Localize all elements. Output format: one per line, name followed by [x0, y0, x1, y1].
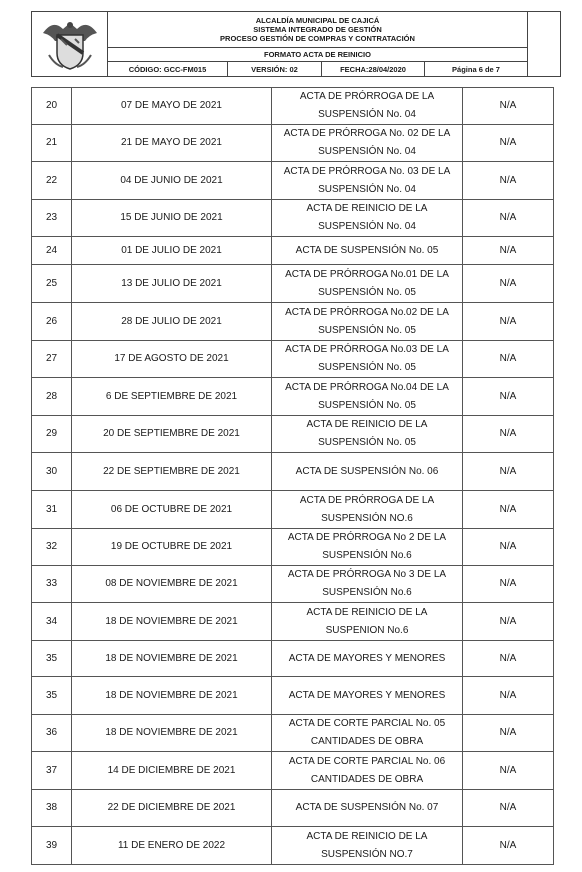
- cell-desc: ACTA DE REINICIO DE LA SUSPENSIÓN NO.7: [272, 827, 463, 865]
- header-line2: SISTEMA INTEGRADO DE GESTIÓN: [253, 25, 382, 34]
- cell-no: 35: [32, 677, 72, 715]
- cell-date: 14 DE DICIEMBRE DE 2021: [72, 752, 272, 790]
- cell-date: 04 DE JUNIO DE 2021: [72, 162, 272, 200]
- cell-desc: ACTA DE REINICIO DE LA SUSPENION No.6: [272, 603, 463, 641]
- cell-desc: ACTA DE PRÓRROGA No 2 DE LA SUSPENSIÓN No.6: [272, 529, 463, 566]
- cell-desc: ACTA DE PRÓRROGA No.01 DE LA SUSPENSIÓN No. 05: [272, 265, 463, 303]
- cell-obs: N/A: [463, 641, 554, 677]
- table-row: [32, 752, 554, 790]
- cell-obs: N/A: [463, 303, 554, 341]
- cell-no: 26: [32, 303, 72, 341]
- cell-date: 19 DE OCTUBRE DE 2021: [72, 529, 272, 566]
- cell-desc: ACTA DE MAYORES Y MENORES: [272, 677, 463, 715]
- table-row: [32, 529, 554, 566]
- cell-obs: N/A: [463, 603, 554, 641]
- cell-obs: N/A: [463, 416, 554, 453]
- cell-obs: N/A: [463, 88, 554, 125]
- table-row: [32, 603, 554, 641]
- cell-date: 11 DE ENERO DE 2022: [72, 827, 272, 865]
- cell-desc: ACTA DE SUSPENSIÓN No. 06: [272, 453, 463, 491]
- cell-obs: N/A: [463, 677, 554, 715]
- table-row: [32, 200, 554, 237]
- cell-desc: ACTA DE REINICIO DE LA SUSPENSIÓN No. 05: [272, 416, 463, 453]
- cell-obs: N/A: [463, 162, 554, 200]
- cell-desc: ACTA DE SUSPENSIÓN No. 05: [272, 237, 463, 265]
- cell-no: 31: [32, 491, 72, 529]
- cell-no: 29: [32, 416, 72, 453]
- cell-obs: N/A: [463, 790, 554, 827]
- table-row: [32, 341, 554, 378]
- cell-obs: N/A: [463, 715, 554, 752]
- doc-version: VERSIÓN: 02: [228, 62, 322, 76]
- cell-no: 20: [32, 88, 72, 125]
- cell-no: 37: [32, 752, 72, 790]
- cell-date: 13 DE JULIO DE 2021: [72, 265, 272, 303]
- cell-obs: N/A: [463, 125, 554, 162]
- table-row: [32, 790, 554, 827]
- cell-no: 24: [32, 237, 72, 265]
- header-line3: PROCESO GESTIÓN DE COMPRAS Y CONTRATACIÓN: [220, 34, 415, 43]
- table-row: [32, 827, 554, 865]
- cell-no: 23: [32, 200, 72, 237]
- cell-no: 22: [32, 162, 72, 200]
- cell-obs: N/A: [463, 491, 554, 529]
- cell-date: 28 DE JULIO DE 2021: [72, 303, 272, 341]
- coat-of-arms-icon: [39, 15, 101, 73]
- cell-no: 34: [32, 603, 72, 641]
- cell-date: 20 DE SEPTIEMBRE DE 2021: [72, 416, 272, 453]
- header-line1: ALCALDÍA MUNICIPAL DE CAJICÁ: [255, 16, 380, 25]
- cell-desc: ACTA DE MAYORES Y MENORES: [272, 641, 463, 677]
- cell-desc: ACTA DE CORTE PARCIAL No. 06 CANTIDADES DE OBRA: [272, 752, 463, 790]
- cell-no: 27: [32, 341, 72, 378]
- cell-no: 36: [32, 715, 72, 752]
- cell-date: 22 DE DICIEMBRE DE 2021: [72, 790, 272, 827]
- cell-no: 39: [32, 827, 72, 865]
- cell-no: 21: [32, 125, 72, 162]
- cell-date: 21 DE MAYO DE 2021: [72, 125, 272, 162]
- cell-desc: ACTA DE SUSPENSIÓN No. 07: [272, 790, 463, 827]
- cell-obs: N/A: [463, 341, 554, 378]
- cell-obs: N/A: [463, 752, 554, 790]
- cell-obs: N/A: [463, 378, 554, 416]
- cell-date: 08 DE NOVIEMBRE DE 2021: [72, 566, 272, 603]
- cell-desc: ACTA DE CORTE PARCIAL No. 05 CANTIDADES DE OBRA: [272, 715, 463, 752]
- table-row: [32, 491, 554, 529]
- table-row: [32, 715, 554, 752]
- cell-date: 18 DE NOVIEMBRE DE 2021: [72, 677, 272, 715]
- table-row: [32, 125, 554, 162]
- header-meta-row: [108, 62, 527, 76]
- cell-obs: N/A: [463, 237, 554, 265]
- cell-obs: N/A: [463, 453, 554, 491]
- cell-date: 22 DE SEPTIEMBRE DE 2021: [72, 453, 272, 491]
- doc-date: FECHA:28/04/2020: [322, 62, 425, 76]
- page-number: Página 6 de 7: [452, 64, 500, 74]
- table-row: [32, 566, 554, 603]
- cell-date: 18 DE NOVIEMBRE DE 2021: [72, 715, 272, 752]
- cell-date: 6 DE SEPTIEMBRE DE 2021: [72, 378, 272, 416]
- table-row: [32, 641, 554, 677]
- cell-no: 32: [32, 529, 72, 566]
- table-row: [32, 237, 554, 265]
- cell-desc: ACTA DE PRÓRROGA No. 02 DE LA SUSPENSIÓN No. 04: [272, 125, 463, 162]
- cell-no: 33: [32, 566, 72, 603]
- cell-no: 38: [32, 790, 72, 827]
- cell-no: 28: [32, 378, 72, 416]
- header-main: [108, 12, 527, 76]
- table-row: [32, 265, 554, 303]
- cell-no: 25: [32, 265, 72, 303]
- cell-date: 18 DE NOVIEMBRE DE 2021: [72, 603, 272, 641]
- table-row: [32, 303, 554, 341]
- doc-code: CÓDIGO: GCC-FM015: [108, 62, 228, 76]
- cell-date: 07 DE MAYO DE 2021: [72, 88, 272, 125]
- cell-desc: ACTA DE PRÓRROGA DE LA SUSPENSIÓN No. 04: [272, 88, 463, 125]
- table-row: [32, 378, 554, 416]
- cell-desc: ACTA DE PRÓRROGA No.02 DE LA SUSPENSIÓN No. 05: [272, 303, 463, 341]
- table-row: [32, 88, 554, 125]
- table-row: [32, 162, 554, 200]
- cell-obs: N/A: [463, 827, 554, 865]
- cell-date: 01 DE JULIO DE 2021: [72, 237, 272, 265]
- cell-obs: N/A: [463, 265, 554, 303]
- cell-desc: ACTA DE PRÓRROGA No.03 DE LA SUSPENSIÓN No. 05: [272, 341, 463, 378]
- cell-desc: ACTA DE PRÓRROGA No 3 DE LA SUSPENSIÓN No.6: [272, 566, 463, 603]
- header-stamp-cell: [527, 12, 560, 76]
- table-row: [32, 453, 554, 491]
- table-row: [32, 677, 554, 715]
- cell-obs: N/A: [463, 529, 554, 566]
- document-header: [31, 11, 561, 77]
- acts-table: [31, 87, 554, 865]
- table-row: [32, 416, 554, 453]
- logo-cell: [32, 12, 108, 76]
- acts-table-body: [32, 88, 554, 865]
- format-title: FORMATO ACTA DE REINICIO: [264, 50, 371, 59]
- cell-desc: ACTA DE PRÓRROGA No.04 DE LA SUSPENSIÓN No. 05: [272, 378, 463, 416]
- cell-date: 15 DE JUNIO DE 2021: [72, 200, 272, 237]
- cell-desc: ACTA DE PRÓRROGA No. 03 DE LA SUSPENSIÓN No. 04: [272, 162, 463, 200]
- cell-no: 30: [32, 453, 72, 491]
- cell-obs: N/A: [463, 200, 554, 237]
- cell-date: 17 DE AGOSTO DE 2021: [72, 341, 272, 378]
- cell-desc: ACTA DE PRÓRROGA DE LA SUSPENSIÓN NO.6: [272, 491, 463, 529]
- header-titles: [108, 12, 527, 48]
- header-format-row: [108, 48, 527, 62]
- cell-no: 35: [32, 641, 72, 677]
- cell-desc: ACTA DE REINICIO DE LA SUSPENSIÓN No. 04: [272, 200, 463, 237]
- cell-date: 06 DE OCTUBRE DE 2021: [72, 491, 272, 529]
- cell-date: 18 DE NOVIEMBRE DE 2021: [72, 641, 272, 677]
- cell-obs: N/A: [463, 566, 554, 603]
